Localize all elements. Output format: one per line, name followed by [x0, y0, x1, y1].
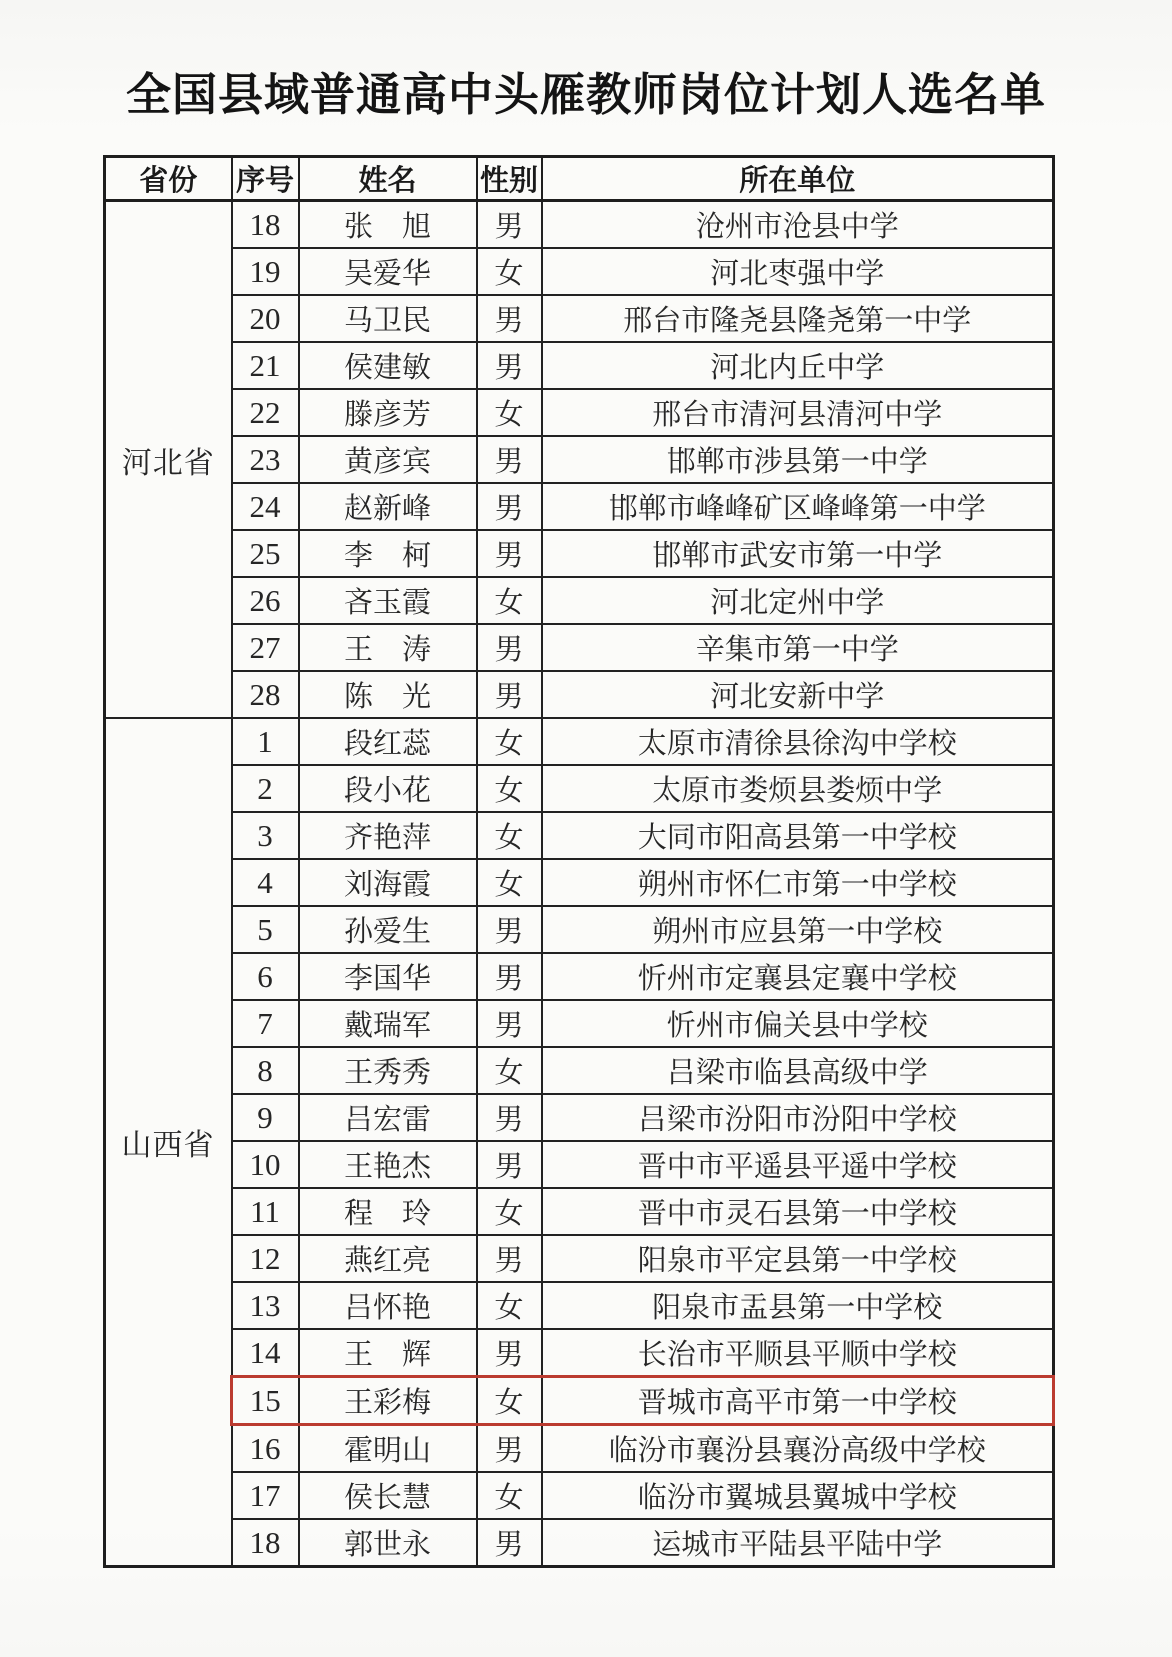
serial-cell: 7 [232, 1000, 299, 1047]
table-row [105, 295, 1054, 342]
province-cell: 河北省 [105, 201, 232, 719]
unit-cell: 运城市平陆县平陆中学 [542, 1519, 1054, 1567]
serial-cell: 18 [232, 201, 299, 249]
serial-cell: 2 [232, 765, 299, 812]
table-header-row [105, 157, 1054, 201]
unit-cell: 河北枣强中学 [542, 248, 1054, 295]
table-row [105, 1141, 1054, 1188]
unit-cell: 朔州市应县第一中学校 [542, 906, 1054, 953]
name-cell: 马卫民 [299, 295, 477, 342]
gender-cell: 女 [477, 718, 542, 765]
serial-cell: 25 [232, 530, 299, 577]
name-cell: 吕怀艳 [299, 1282, 477, 1329]
unit-cell: 邯郸市涉县第一中学 [542, 436, 1054, 483]
table-row [105, 765, 1054, 812]
gender-cell: 男 [477, 1094, 542, 1141]
name-cell: 戴瑞军 [299, 1000, 477, 1047]
serial-cell: 6 [232, 953, 299, 1000]
unit-cell: 邢台市清河县清河中学 [542, 389, 1054, 436]
gender-cell: 男 [477, 1141, 542, 1188]
table-row [105, 859, 1054, 906]
gender-cell: 女 [477, 1188, 542, 1235]
gender-cell: 男 [477, 1235, 542, 1282]
gender-cell: 女 [477, 577, 542, 624]
table-row [105, 906, 1054, 953]
unit-cell: 忻州市偏关县中学校 [542, 1000, 1054, 1047]
table-row [105, 1425, 1054, 1473]
unit-cell: 河北安新中学 [542, 671, 1054, 718]
gender-cell: 男 [477, 1425, 542, 1473]
unit-cell: 临汾市翼城县翼城中学校 [542, 1472, 1054, 1519]
table-row [105, 953, 1054, 1000]
name-cell: 王彩梅 [299, 1377, 477, 1425]
name-cell: 齐艳萍 [299, 812, 477, 859]
gender-cell: 女 [477, 1047, 542, 1094]
gender-cell: 男 [477, 1000, 542, 1047]
name-cell: 王秀秀 [299, 1047, 477, 1094]
gender-cell: 女 [477, 1472, 542, 1519]
serial-cell: 3 [232, 812, 299, 859]
serial-cell: 4 [232, 859, 299, 906]
table-body [105, 201, 1054, 1567]
name-cell: 王 涛 [299, 624, 477, 671]
serial-cell: 27 [232, 624, 299, 671]
table-row [105, 1282, 1054, 1329]
serial-cell: 26 [232, 577, 299, 624]
header-name: 姓名 [299, 157, 477, 201]
table-row [105, 1472, 1054, 1519]
name-cell: 陈 光 [299, 671, 477, 718]
table-row [105, 530, 1054, 577]
name-cell: 侯建敏 [299, 342, 477, 389]
serial-cell: 24 [232, 483, 299, 530]
unit-cell: 忻州市定襄县定襄中学校 [542, 953, 1054, 1000]
serial-cell: 13 [232, 1282, 299, 1329]
unit-cell: 河北定州中学 [542, 577, 1054, 624]
table-row [105, 624, 1054, 671]
gender-cell: 男 [477, 201, 542, 249]
gender-cell: 男 [477, 906, 542, 953]
table-row [105, 342, 1054, 389]
table-row [105, 577, 1054, 624]
table-row [105, 201, 1054, 249]
name-cell: 段小花 [299, 765, 477, 812]
name-cell: 吕宏雷 [299, 1094, 477, 1141]
gender-cell: 女 [477, 389, 542, 436]
serial-cell: 15 [232, 1377, 299, 1425]
header-province: 省份 [105, 157, 232, 201]
serial-cell: 22 [232, 389, 299, 436]
serial-cell: 20 [232, 295, 299, 342]
gender-cell: 女 [477, 765, 542, 812]
unit-cell: 阳泉市盂县第一中学校 [542, 1282, 1054, 1329]
gender-cell: 男 [477, 624, 542, 671]
table-row [105, 1188, 1054, 1235]
serial-cell: 1 [232, 718, 299, 765]
unit-cell: 大同市阳高县第一中学校 [542, 812, 1054, 859]
unit-cell: 临汾市襄汾县襄汾高级中学校 [542, 1425, 1054, 1473]
name-cell: 李 柯 [299, 530, 477, 577]
table-row [105, 1329, 1054, 1377]
serial-cell: 14 [232, 1329, 299, 1377]
name-cell: 孙爱生 [299, 906, 477, 953]
table-row [105, 1235, 1054, 1282]
unit-cell: 晋中市灵石县第一中学校 [542, 1188, 1054, 1235]
table-row [105, 812, 1054, 859]
table-row [105, 1047, 1054, 1094]
gender-cell: 男 [477, 436, 542, 483]
gender-cell: 男 [477, 342, 542, 389]
name-cell: 燕红亮 [299, 1235, 477, 1282]
unit-cell: 邯郸市武安市第一中学 [542, 530, 1054, 577]
unit-cell: 长治市平顺县平顺中学校 [542, 1329, 1054, 1377]
serial-cell: 23 [232, 436, 299, 483]
table-row-highlighted [105, 1377, 1054, 1425]
header-gender: 性别 [477, 157, 542, 201]
serial-cell: 12 [232, 1235, 299, 1282]
name-cell: 赵新峰 [299, 483, 477, 530]
unit-cell: 邢台市隆尧县隆尧第一中学 [542, 295, 1054, 342]
serial-cell: 21 [232, 342, 299, 389]
table-row [105, 389, 1054, 436]
serial-cell: 5 [232, 906, 299, 953]
name-cell: 李国华 [299, 953, 477, 1000]
gender-cell: 男 [477, 530, 542, 577]
unit-cell: 辛集市第一中学 [542, 624, 1054, 671]
gender-cell: 男 [477, 483, 542, 530]
table-row [105, 1519, 1054, 1567]
unit-cell: 朔州市怀仁市第一中学校 [542, 859, 1054, 906]
header-serial: 序号 [232, 157, 299, 201]
unit-cell: 吕梁市临县高级中学 [542, 1047, 1054, 1094]
name-cell: 张 旭 [299, 201, 477, 249]
serial-cell: 8 [232, 1047, 299, 1094]
name-cell: 郭世永 [299, 1519, 477, 1567]
gender-cell: 男 [477, 1519, 542, 1567]
name-cell: 吝玉霞 [299, 577, 477, 624]
page-title: 全国县域普通高中头雁教师岗位计划人选名单 [125, 70, 1046, 120]
table-row [105, 483, 1054, 530]
serial-cell: 9 [232, 1094, 299, 1141]
name-cell: 黄彦宾 [299, 436, 477, 483]
name-cell: 侯长慧 [299, 1472, 477, 1519]
gender-cell: 男 [477, 1329, 542, 1377]
gender-cell: 女 [477, 1282, 542, 1329]
unit-cell: 邯郸市峰峰矿区峰峰第一中学 [542, 483, 1054, 530]
serial-cell: 28 [232, 671, 299, 718]
unit-cell: 太原市清徐县徐沟中学校 [542, 718, 1054, 765]
province-cell: 山西省 [105, 718, 232, 1567]
name-cell: 刘海霞 [299, 859, 477, 906]
gender-cell: 男 [477, 953, 542, 1000]
gender-cell: 男 [477, 671, 542, 718]
table-row [105, 671, 1054, 718]
table-row [105, 436, 1054, 483]
unit-cell: 沧州市沧县中学 [542, 201, 1054, 249]
name-cell: 王 辉 [299, 1329, 477, 1377]
gender-cell: 男 [477, 295, 542, 342]
name-cell: 吴爱华 [299, 248, 477, 295]
name-cell: 王艳杰 [299, 1141, 477, 1188]
table-row [105, 718, 1054, 765]
gender-cell: 女 [477, 1377, 542, 1425]
name-cell: 段红蕊 [299, 718, 477, 765]
serial-cell: 10 [232, 1141, 299, 1188]
candidate-table [103, 155, 1055, 1568]
table-row [105, 248, 1054, 295]
unit-cell: 河北内丘中学 [542, 342, 1054, 389]
name-cell: 霍明山 [299, 1425, 477, 1473]
name-cell: 程 玲 [299, 1188, 477, 1235]
header-unit: 所在单位 [542, 157, 1054, 201]
gender-cell: 女 [477, 859, 542, 906]
serial-cell: 17 [232, 1472, 299, 1519]
unit-cell: 吕梁市汾阳市汾阳中学校 [542, 1094, 1054, 1141]
unit-cell: 晋城市高平市第一中学校 [542, 1377, 1054, 1425]
unit-cell: 太原市娄烦县娄烦中学 [542, 765, 1054, 812]
unit-cell: 晋中市平遥县平遥中学校 [542, 1141, 1054, 1188]
serial-cell: 16 [232, 1425, 299, 1473]
table-row [105, 1094, 1054, 1141]
gender-cell: 女 [477, 812, 542, 859]
unit-cell: 阳泉市平定县第一中学校 [542, 1235, 1054, 1282]
serial-cell: 18 [232, 1519, 299, 1567]
serial-cell: 19 [232, 248, 299, 295]
serial-cell: 11 [232, 1188, 299, 1235]
gender-cell: 女 [477, 248, 542, 295]
table-row [105, 1000, 1054, 1047]
name-cell: 滕彦芳 [299, 389, 477, 436]
